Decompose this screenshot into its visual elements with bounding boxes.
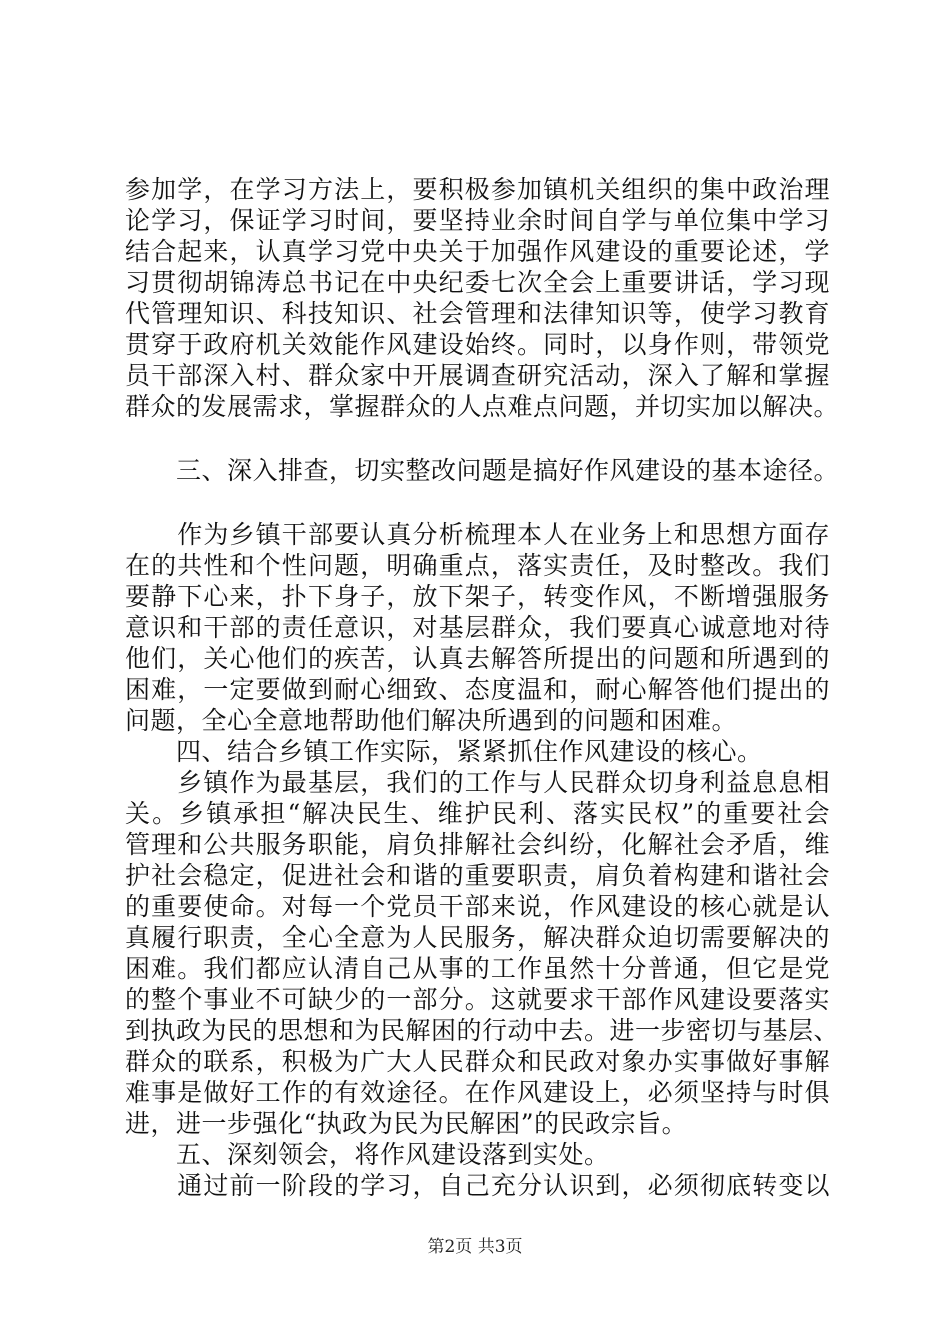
text-line: 进，进一步强化“执政为民为民解困”的民政宗旨。 xyxy=(125,1109,688,1138)
text-line: 员干部深入村、群众家中开展调查研究活动，深入了解和掌握 xyxy=(125,361,830,390)
text-line: 困难，一定要做到耐心细致、态度温和，耐心解答他们提出的 xyxy=(125,675,830,704)
text-line: 作为乡镇干部要认真分析梳理本人在业务上和思想方面存 xyxy=(125,520,830,549)
paragraph-township xyxy=(125,767,840,1139)
text-line: 群众的联系，积极为广大人民群众和民政对象办实事做好事解 xyxy=(125,1047,830,1076)
text-line: 贯穿于政府机关效能作风建设始终。同时，以身作则，带领党 xyxy=(125,330,830,359)
text-line: 习贯彻胡锦涛总书记在中央纪委七次全会上重要讲话，学习现 xyxy=(125,268,830,297)
text-line: 乡镇作为最基层，我们的工作与人民群众切身利益息息相 xyxy=(125,768,830,797)
text-line: 护社会稳定，促进社会和谐的重要职责，肩负着构建和谐社会 xyxy=(125,861,830,890)
text-line: 参加学，在学习方法上，要积极参加镇机关组织的集中政治理 xyxy=(125,175,830,204)
text-line: 难事是做好工作的有效途径。在作风建设上，必须坚持与时俱 xyxy=(125,1078,830,1107)
page-footer xyxy=(0,1232,950,1257)
paragraph-study xyxy=(125,174,840,422)
text-line: 结合起来，认真学习党中央关于加强作风建设的重要论述，学 xyxy=(125,237,830,266)
text-line: 的重要使命。对每一个党员干部来说，作风建设的核心就是认 xyxy=(125,892,830,921)
text-line: 论学习，保证学习时间，要坚持业余时间自学与单位集中学习 xyxy=(125,206,830,235)
text-line: 要静下心来，扑下身子，放下架子，转变作风，不断增强服务 xyxy=(125,582,830,611)
text-line: 问题，全心全意地帮助他们解决所遇到的问题和困难。 xyxy=(125,706,738,735)
text-line: 通过前一阶段的学习，自己充分认识到，必须彻底转变以 xyxy=(125,1171,830,1200)
section-heading-3: 三、深入排查，切实整改问题是搞好作风建设的基本途径。 xyxy=(125,456,840,485)
section-heading-5: 五、深刻领会，将作风建设落到实处。 xyxy=(125,1140,610,1169)
text-line: 代管理知识、科技知识、社会管理和法律知识等，使学习教育 xyxy=(125,299,830,328)
text-line: 关。乡镇承担“解决民生、维护民利、落实民权”的重要社会 xyxy=(125,799,830,828)
page-number-label: 第2页 共3页 xyxy=(427,1237,523,1257)
text-line: 他们，关心他们的疾苦，认真去解答所提出的问题和所遇到的 xyxy=(125,644,830,673)
text-line: 在的共性和个性问题，明确重点，落实责任，及时整改。我们 xyxy=(125,551,830,580)
paragraph-understanding xyxy=(125,1170,830,1201)
text-line: 到执政为民的思想和为民解困的行动中去。进一步密切与基层、 xyxy=(125,1016,840,1045)
paragraph-rectify xyxy=(125,519,830,736)
text-line: 困难。我们都应认清自己从事的工作虽然十分普通，但它是党 xyxy=(125,954,830,983)
text-line: 意识和干部的责任意识，对基层群众，我们要真心诚意地对待 xyxy=(125,613,830,642)
section-heading-4: 四、结合乡镇工作实际，紧紧抓住作风建设的核心。 xyxy=(125,737,763,766)
document-body xyxy=(125,174,840,1201)
text-line: 群众的发展需求，掌握群众的人点难点问题，并切实加以解决。 xyxy=(125,392,840,421)
text-line: 管理和公共服务职能，肩负排解社会纠纷，化解社会矛盾，维 xyxy=(125,830,830,859)
text-line: 真履行职责，全心全意为人民服务，解决群众迫切需要解决的 xyxy=(125,923,830,952)
text-line: 的整个事业不可缺少的一部分。这就要求干部作风建设要落实 xyxy=(125,985,830,1014)
